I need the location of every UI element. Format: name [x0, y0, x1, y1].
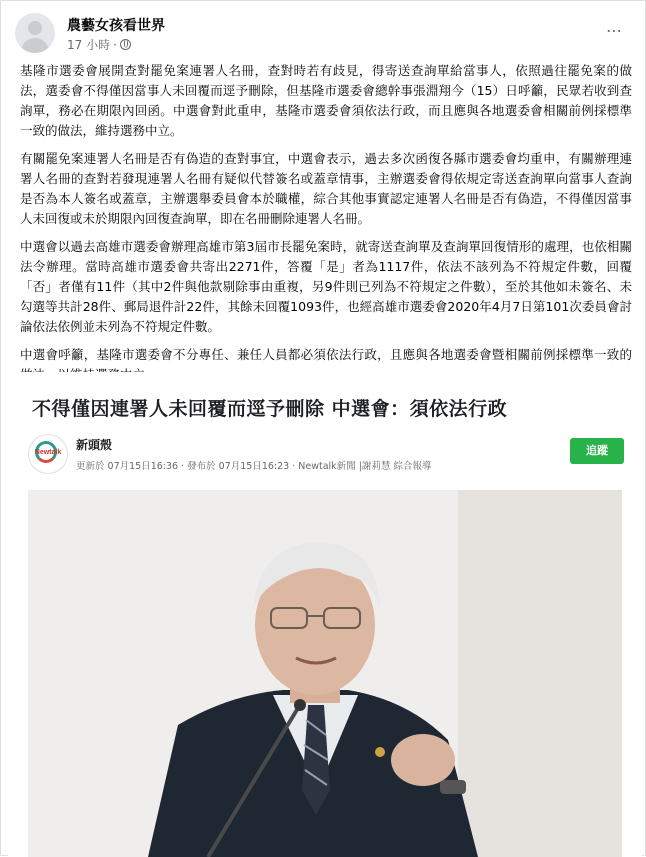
post-meta — [67, 36, 131, 53]
newtalk-logo[interactable]: Newtalk — [28, 434, 68, 474]
post-paragraph: 有關罷免案連署人名冊是否有偽造的查對事宜，中選會表示，過去多次函復各縣市選委會均重申，有關辦理連署人名冊的查對若發現連署人名冊有疑似代替簽名或蓋章情事，主辦選委會得依規定寄送查詢單向當事人查詢是否為本人簽名或蓋章，主辦選舉委員會本於職權，綜合其他事實認定連署人名冊是否有偽造，不得僅因當事人未回復或未於期限內回復查詢單，即在名冊刪除連署人名冊。 — [20, 151, 632, 226]
more-options-icon[interactable]: ⋯ — [606, 21, 623, 40]
source-name[interactable]: 新頭殼 — [76, 438, 113, 452]
article-photo[interactable] — [28, 490, 622, 857]
article-title[interactable]: 不得僅因連署人未回覆而逕予刪除 中選會：須依法行政 — [32, 398, 508, 420]
meta-separator: · — [113, 37, 117, 52]
post-paragraph: 中選會以過去高雄市選委會辦理高雄市第3屆市長罷免案時，就寄送查詢單及查詢單回復情形的處理，也依相關法令辦理。當時高雄市選委會共寄出2271件，答覆「是」者為1117件，依法不該列為不符規定件數，回覆「否」者僅有11件（其中2件與他款剔除事由重複，另9件則已列為不符規定之件數），至於其他如未簽名、未勾選等共計28件、郵局退件計22件，其餘未回覆1093件，也經高雄市選委會2020年4月7日第101次委員會討論依法依例並未列為不符規定件數。 — [20, 239, 632, 334]
follow-button[interactable]: 追蹤 — [570, 438, 624, 464]
author-name[interactable]: 農藝女孩看世界 — [67, 18, 165, 34]
post-body — [20, 61, 632, 393]
shared-article-card[interactable] — [8, 372, 642, 857]
post-paragraph: 基隆市選委會展開查對罷免案連署人名冊，查對時若有歧見，得寄送查詢單給當事人，依照過往罷免案的做法，選委會不得僅因當事人未回覆而逕予刪除，但基隆市選委會總幹事張淵翔今（15）日呼籲，民眾若收到查詢單，務必在期限內回函。中選會對此重申，基隆市選委會須依法行政，而且應與各地選委會相關前例採標準一致的做法，維持選務中立。 — [20, 63, 632, 138]
source-meta: 更新於 07月15日16:36 · 發布於 07月15日16:23 · Newtalk新聞 |謝莉慧 綜合報導 — [76, 461, 432, 472]
avatar[interactable] — [15, 13, 55, 53]
post-paragraph: 中選會呼籲，基隆市選委會不分專任、兼任人員都必須依法行政，且應與各地選委會暨相關前例採標準一致的 — [20, 347, 632, 362]
post-time[interactable]: 17 小時 — [67, 38, 111, 52]
article-source — [28, 434, 624, 478]
post-header — [15, 13, 631, 57]
globe-icon — [120, 39, 131, 50]
